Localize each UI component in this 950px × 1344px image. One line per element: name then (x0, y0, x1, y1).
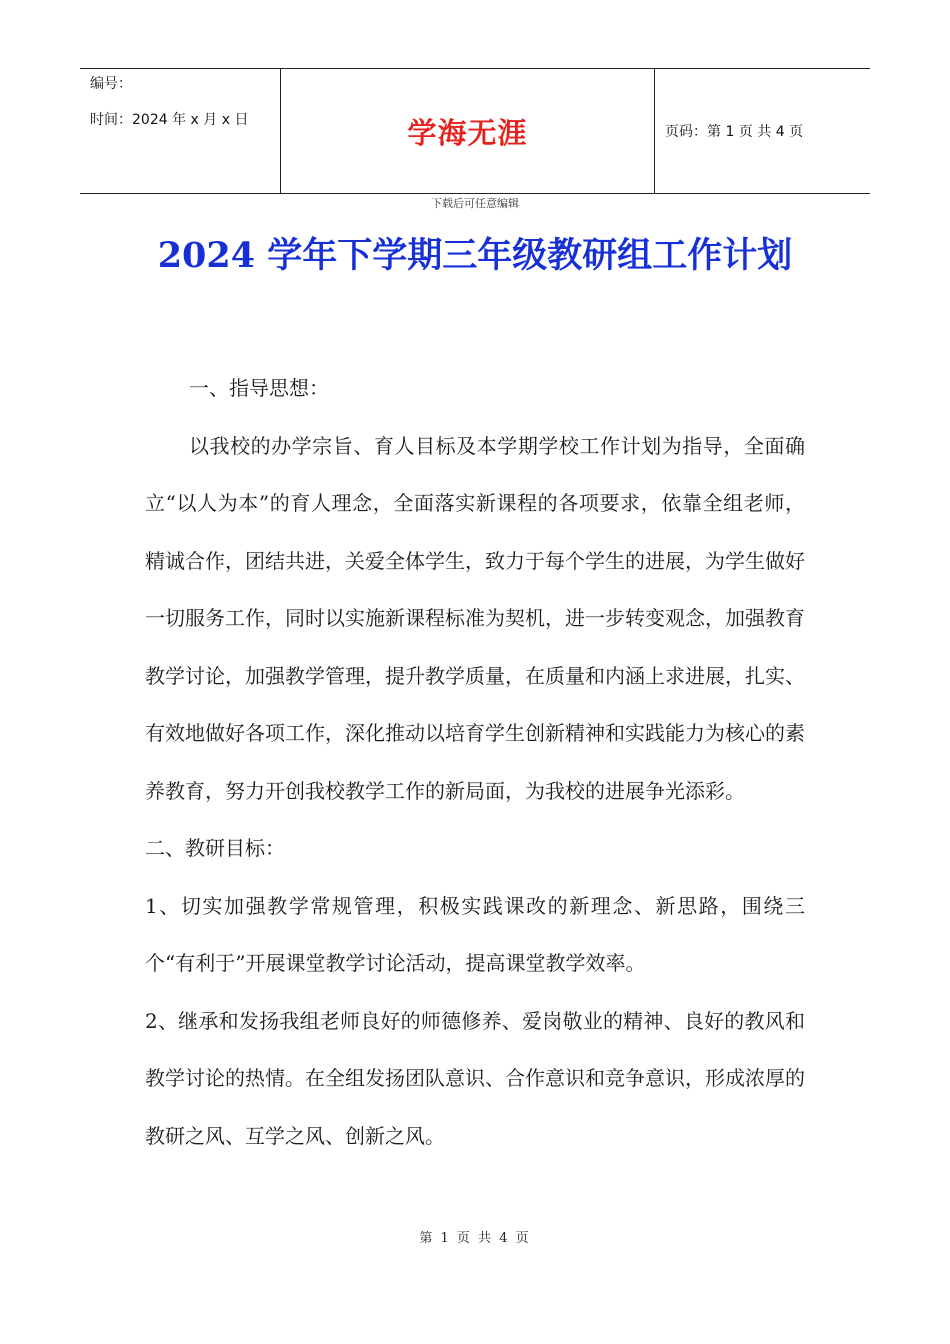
header-brand-cell (281, 69, 655, 193)
date-label: 时间：2024 年 x 月 x 日 (90, 112, 249, 128)
goal-item-2: 2、继承和发扬我组老师良好的师德修养、爱岗敬业的精神、良好的教风和教学讨论的热情。在全组发扬团队意识、合作意识和竞争意识，形成浓厚的教研之风、互学之风、创新之风。 (145, 1008, 805, 1148)
header-table (80, 68, 870, 194)
brand-logo-text: 学海无涯 (407, 115, 528, 150)
paragraph-guiding-thought: 以我校的办学宗旨、育人目标及本学期学校工作计划为指导，全面确立“以人为本”的育人理念，全面落实新课程的各项要求，依靠全组老师，精诚合作，团结共进，关爱全体学生，致力于每个学生的进展，为学生做好一切服务工作，同时以实施新课程标准为契机，进一步转变观念，加强教育教学讨论，加强教学管理，提升教学质量，在质量和内涵上求进展，扎实、有效地做好各项工作，深化推动以培育学生创新精神和实践能力为核心的素养教育，努力开创我校教学工作的新局面，为我校的进展争光添彩。 (145, 433, 805, 803)
section-heading-guiding-thought: 一、指导思想： (189, 376, 329, 400)
goal-item-1: 1、切实加强教学常规管理，积极实践课改的新理念、新思路，围绕三个“有利于”开展课堂教学讨论活动，提高课堂教学效率。 (145, 893, 805, 975)
page-code: 页码：第 1 页 共 4 页 (665, 124, 804, 140)
page-footer: 第 1 页 共 4 页 (419, 1231, 531, 1246)
section-heading-research-goals: 二、教研目标： (145, 836, 285, 860)
document-number-label: 编号： (90, 76, 132, 92)
header-right-cell (655, 69, 870, 193)
document-body (145, 360, 805, 1165)
editable-note: 下载后可任意编辑 (431, 197, 519, 210)
header-left-cell (80, 69, 281, 193)
document-title: 2024 学年下学期三年级教研组工作计划 (157, 235, 793, 276)
